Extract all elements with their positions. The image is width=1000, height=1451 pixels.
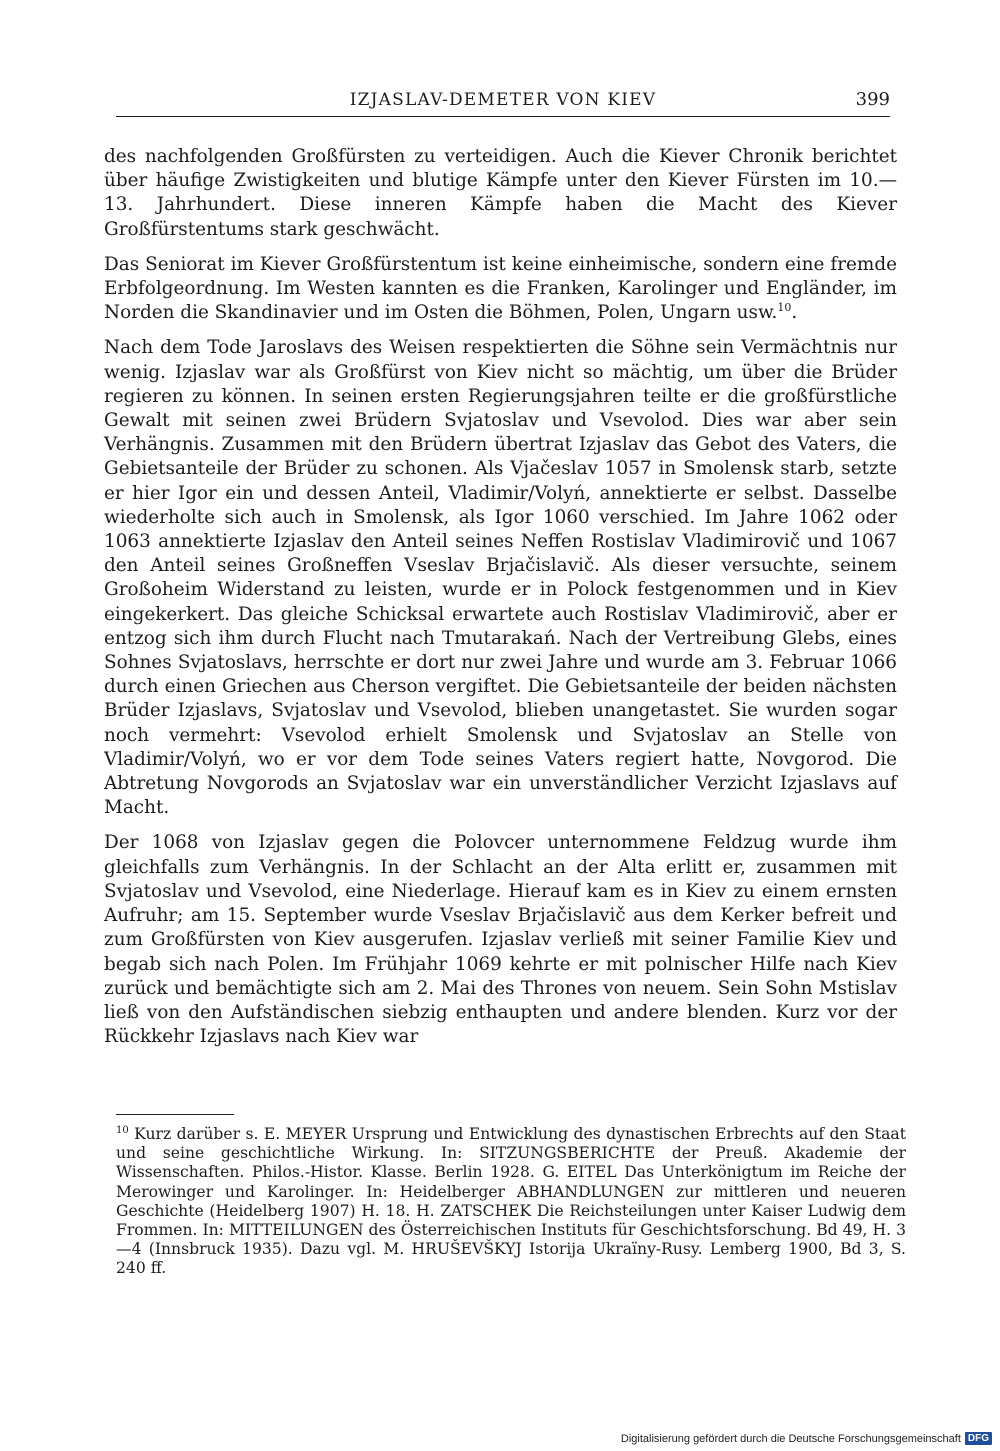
footnotes (116, 1125, 906, 1279)
paragraph-text: Nach dem Tode Jaroslavs des Weisen respektierten die Söhne sein Vermächtnis nur wenig. Izjaslav war als Großfürst von Kiev nicht so mächtig, um über die Brüder regieren zu können. In seinen ersten Regierungsjahren teilte er die großfürstliche Gewalt mit seinen zwei Brüdern Svjatoslav und Vsevolod. Dies war aber sein Verhängnis. Zusammen mit den Brüdern übertrat Izjaslav das Gebot des Vaters, die Gebietsanteile der Brüder zu schonen. Als Vjačeslav 1057 in Smolensk starb, setzte er hier Igor ein und dessen Anteil, Vladimir/Volyń, annektierte er selbst. Dasselbe wiederholte sich auch in Smolensk, als Igor 1060 verschied. Im Jahre 1062 oder 1063 annektierte Izjaslav den Anteil seines Neffen Rostislav Vladimirovič und 1067 den Anteil seines Großneffen Vseslav Brjačislavič. Als dieser versuchte, seinem Großoheim Widerstand zu leisten, wurde er in Polock festgenommen und in Kiev eingekerkert. Das gleiche Schicksal erwartete auch Rostislav Vladimirovič, aber er entzog sich ihm durch Flucht nach Tmutarakań. Nach der Vertreibung Glebs, eines Sohnes Svjatoslavs, herrschte er dort nur zwei Jahre und wurde am 3. Februar 1066 durch einen Griechen aus Cherson vergiftet. Die Gebietsanteile der beiden nächsten Brüder Izjaslavs, Svjatoslav und Vsevolod, blieben unangetastet. Sie wurden sogar noch vermehrt: Vsevolod erhielt Smolensk und Svjatoslav an Stelle von Vladimir/Volyń, wo er vor dem Tode seines Vaters regiert hatte, Novgorod. Die Abtretung Novgorods an Svjatoslav war ein unverständlicher Verzicht Izjaslavs auf Macht. (104, 337, 897, 819)
paragraph-text: Das Seniorat im Kiever Großfürstentum ist keine einheimische, sondern eine fremde Erbfolgeordnung. Im Westen kannten es die Franken, Karolinger und Engländer, im Norden die Skandinavier und im Osten die Böhmen, Polen, Ungarn usw. (104, 253, 897, 324)
footnote-separator (116, 1114, 234, 1115)
main-text (104, 145, 897, 1060)
funding-note (621, 1432, 992, 1445)
paragraph (104, 831, 897, 1049)
dfg-logo: DFG (965, 1432, 992, 1445)
page-number: 399 (855, 89, 890, 110)
paragraph (104, 253, 897, 326)
running-header (116, 86, 890, 117)
footnote-ref[interactable]: 10 (777, 301, 792, 315)
funding-text: Digitalisierung gefördert durch die Deutsche Forschungsgemeinschaft (620, 1432, 961, 1445)
running-title: IZJASLAV-DEMETER VON KIEV (349, 90, 657, 110)
paragraph (104, 336, 897, 820)
paragraph-text: Der 1068 von Izjaslav gegen die Polovcer unternommene Feldzug wurde ihm gleichfalls zum Verhängnis. In der Schlacht an der Alta erlitt er, zusammen mit Svjatoslav und Vsevolod, eine Niederlage. Hierauf kam es in Kiev zu einem ernsten Aufruhr; am 15. September wurde Vseslav Brjačislavič aus dem Kerker befreit und zum Großfürsten von Kiev ausgerufen. Izjaslav verließ mit seiner Familie Kiev und begab sich nach Polen. Im Frühjahr 1069 kehrte er mit polnischer Hilfe nach Kiev zurück und bemächtigte sich am 2. Mai des Thrones von neuem. Sein Sohn Mstislav ließ von den Aufständischen siebzig enthaupten und andere blenden. Kurz vor der Rückkehr Izjaslavs nach Kiev war (104, 832, 897, 1048)
paragraph-text-end: . (791, 302, 798, 324)
footnote-text: Kurz darüber s. E. MEYER Ursprung und Entwicklung des dynastischen Erbrechts auf den Staat und seine geschichtliche Wirkung. In: SITZUNGSBERICHTE der Preuß. Akademie der Wissenschaften. Philos.-Histor. Klasse. Berlin 1928. G. EITEL Das Unterkönigtum im Reiche der Merowinger und Karolinger. In: Heidelberger ABHANDLUNGEN zur mittleren und neueren Geschichte (Heidelberg 1907) H. 18. H. ZATSCHEK Die Reichsteilungen unter Kaiser Ludwig dem Frommen. In: MITTEILUNGEN des Österreichischen Instituts für Geschichtsforschung. Bd 49, H. 3—4 (Innsbruck 1935). Dazu vgl. M. HRUŠEVŠKYJ Istorija Ukraïny-Rusy. Lemberg 1900, Bd 3, S. 240 ff. (116, 1125, 906, 1278)
paragraph-text: des nachfolgenden Großfürsten zu verteidigen. Auch die Kiever Chronik berichtet über häufige Zwistigkeiten und blutige Kämpfe unter den Kiever Fürsten im 10.—13. Jahrhundert. Diese inneren Kämpfe haben die Macht des Kiever Großfürstentums stark geschwächt. (104, 146, 897, 240)
footnote (116, 1125, 906, 1279)
paragraph (104, 145, 897, 242)
footnote-number: 10 (116, 1124, 129, 1136)
